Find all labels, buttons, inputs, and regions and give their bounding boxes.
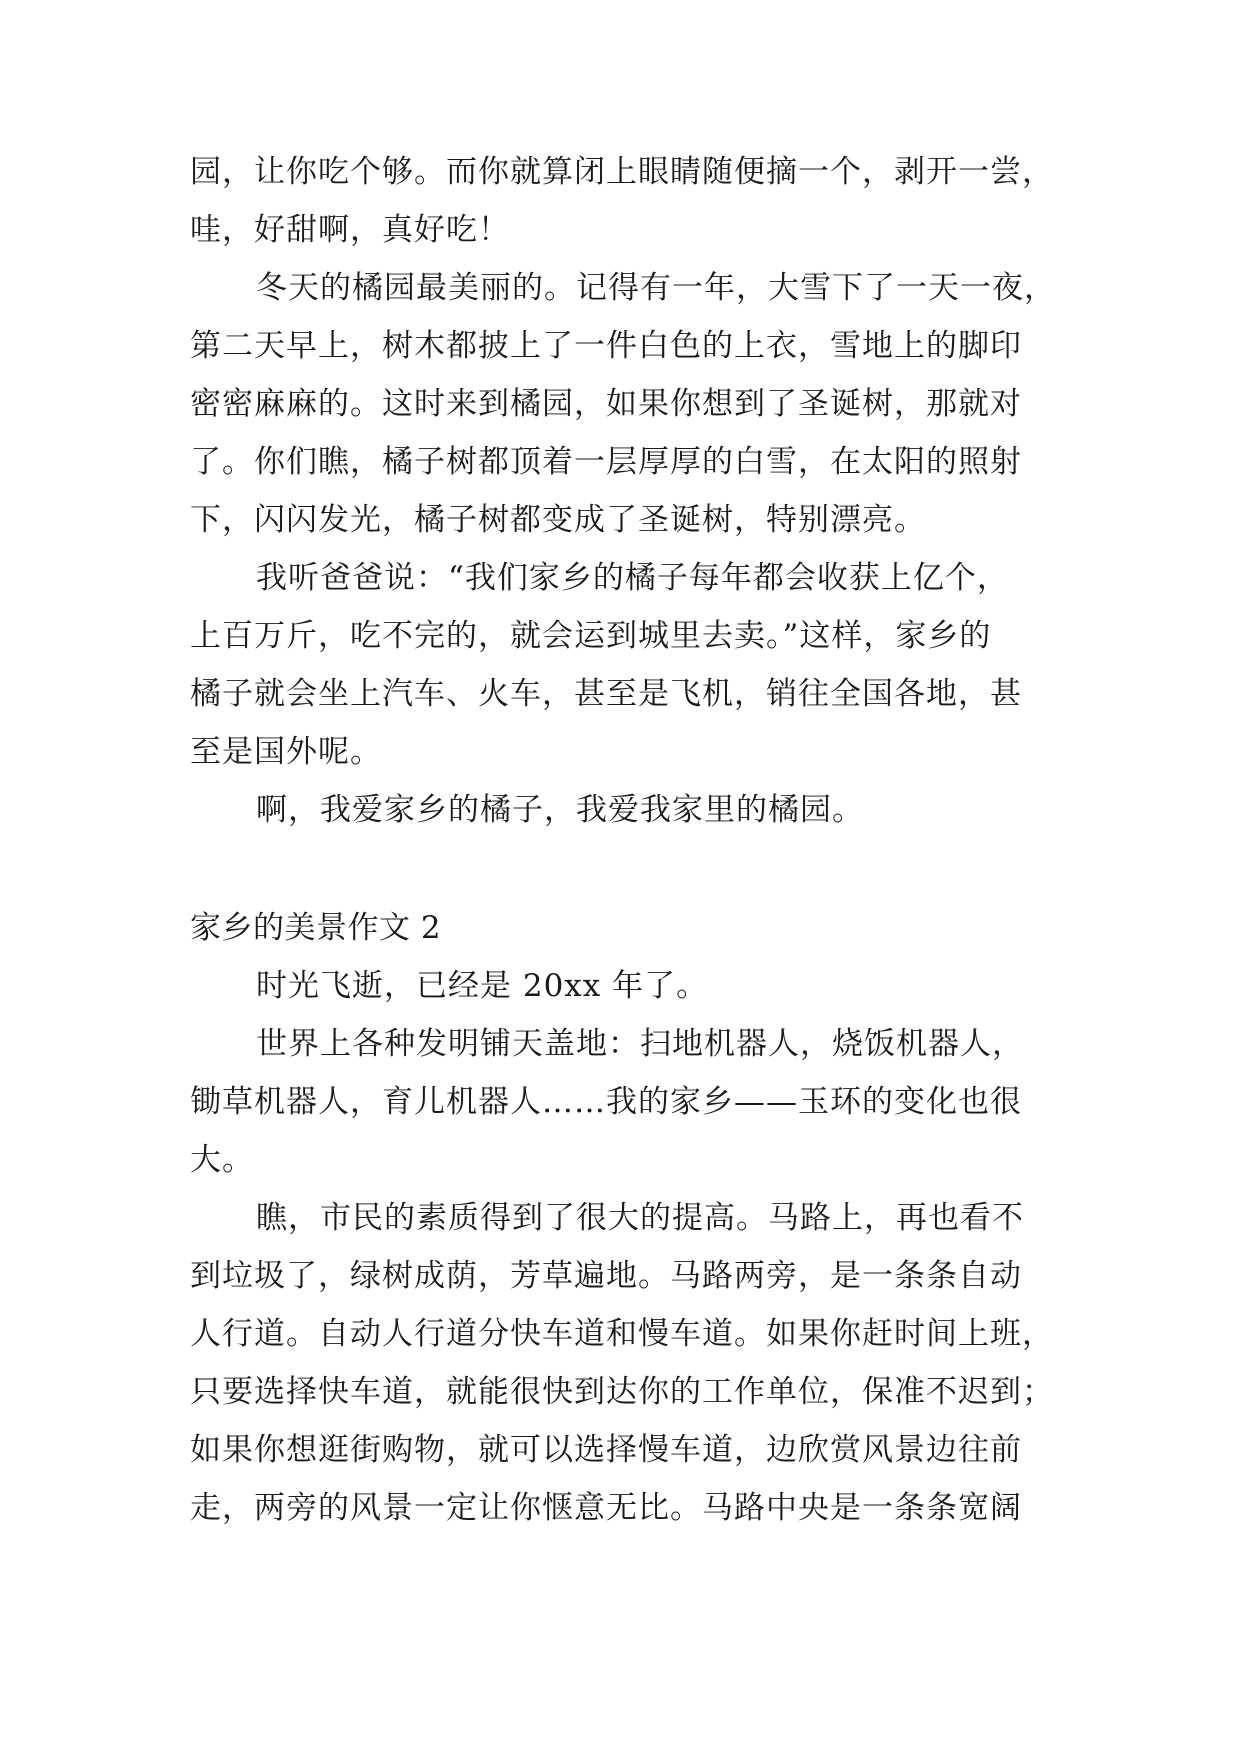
text-line: 到垃圾了，绿树成荫，芳草遍地。马路两旁，是一条条自动 xyxy=(190,1258,1022,1294)
text-line: 第二天早上，树木都披上了一件白色的上衣，雪地上的脚印 xyxy=(190,328,1022,364)
text-line: 下，闪闪发光，橘子树都变成了圣诞树，特别漂亮。 xyxy=(190,502,926,538)
paragraph-start-line: 瞧，市民的素质得到了很大的提高。马路上，再也看不 xyxy=(256,1200,1024,1236)
paragraph-start-line: 冬天的橘园最美丽的。记得有一年，大雪下了一天一夜， xyxy=(256,270,1056,306)
text-line: 走，两旁的风景一定让你惬意无比。马路中央是一条条宽阔 xyxy=(190,1490,1022,1526)
paragraph-start-line: 时光飞逝，已经是 20xx 年了。 xyxy=(256,968,709,1004)
text-line: 只要选择快车道，就能很快到达你的工作单位，保准不迟到； xyxy=(190,1374,1054,1410)
paragraph-start-line: 我听爸爸说：“我们家乡的橘子每年都会收获上亿个， xyxy=(256,560,1009,596)
text-line: 哇，好甜啊，真好吃！ xyxy=(190,212,510,248)
text-line: 了。你们瞧，橘子树都顶着一层厚厚的白雪，在太阳的照射 xyxy=(190,444,1022,480)
text-line: 橘子就会坐上汽车、火车，甚至是飞机，销往全国各地，甚 xyxy=(190,676,1022,712)
text-line: 至是国外呢。 xyxy=(190,734,382,770)
text-line: 锄草机器人，育儿机器人……我的家乡——玉环的变化也很 xyxy=(190,1084,1022,1120)
text-line: 密密麻麻的。这时来到橘园，如果你想到了圣诞树，那就对 xyxy=(190,386,1022,422)
section-heading: 家乡的美景作文 2 xyxy=(190,910,442,946)
text-line: 大。 xyxy=(190,1142,254,1178)
text-line: 人行道。自动人行道分快车道和慢车道。如果你赶时间上班， xyxy=(190,1316,1054,1352)
text-line: 如果你想逛街购物，就可以选择慢车道，边欣赏风景边往前 xyxy=(190,1432,1022,1468)
text-line: 上百万斤，吃不完的，就会运到城里去卖。”这样，家乡的 xyxy=(190,618,992,654)
paragraph-start-line: 世界上各种发明铺天盖地：扫地机器人，烧饭机器人， xyxy=(256,1026,1024,1062)
text-line: 园，让你吃个够。而你就算闭上眼睛随便摘一个，剥开一尝， xyxy=(190,154,1054,190)
paragraph-start-line: 啊，我爱家乡的橘子，我爱我家里的橘园。 xyxy=(256,792,864,828)
